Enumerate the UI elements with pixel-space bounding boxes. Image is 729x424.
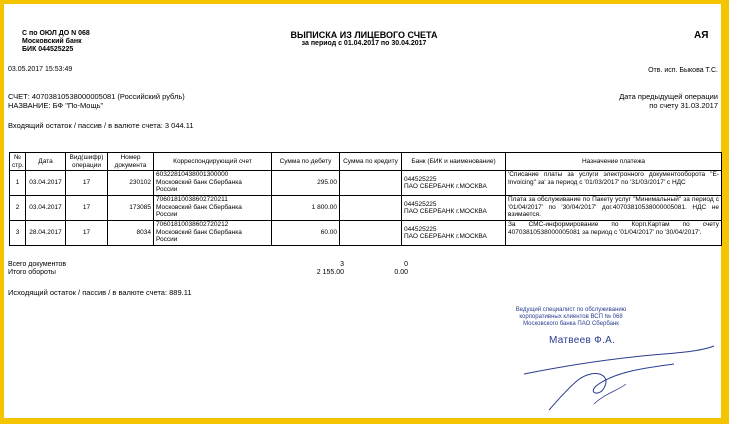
bank-name: ПАО СБЕРБАНК г.МОСКВА [404,233,487,240]
total-docs-credit: 0 [404,261,408,268]
stamp-line-3: Московского банка ПАО Сбербанк [523,321,619,327]
cell-credit [340,221,402,246]
branch-line-2: Московский банк [22,38,82,45]
corr-bank-name: Московский банк Сбербанка [156,228,242,236]
turnover-credit: 0.00 [394,269,408,276]
cell-type: 17 [66,221,108,246]
branch-line-1: С по ОЮЛ ДО N 068 [22,30,90,37]
col-header-corr-account: Корреспондирующий счет [154,153,272,171]
opening-balance: Входящий остаток / пассив / в валюте счета: 3 044.11 [8,121,194,130]
bank-bik: 044525225 [404,200,437,208]
col-header-type: Вид(шифр) операции [66,153,108,171]
cell-doc-num: 8034 [108,221,154,246]
cell-bank [402,196,506,221]
cell-debit: 1 800.00 [272,196,340,221]
cell-doc-num: 230102 [108,171,154,196]
account-number: СЧЕТ: 40703810538000005081 (Российский рубль) [8,92,185,101]
bank-name: ПАО СБЕРБАНК г.МОСКВА [404,208,487,215]
document-title: ВЫПИСКА ИЗ ЛИЦЕВОГО СЧЕТА [290,30,438,40]
closing-balance: Исходящий остаток / пассив / в валюте счета: 889.11 [8,288,192,297]
cell-debit: 295.00 [272,171,340,196]
bank-name: ПАО СБЕРБАНК г.МОСКВА [404,183,487,190]
print-datetime: 03.05.2017 15:53:49 [8,66,73,73]
stamp-line-2: корпоративных клиентов ВСП № 068 [519,314,623,320]
cell-corr-account [154,171,272,196]
statement-sheet [4,4,721,418]
cell-corr-account [154,221,272,246]
cell-date: 03.04.2017 [26,171,66,196]
corr-bank-name: Московский банк Сбербанка [156,203,242,211]
signature-stroke-tail [594,384,626,404]
cell-bank [402,221,506,246]
cell-num: 2 [10,196,26,221]
col-header-purpose: Назначение платежа [506,153,722,171]
col-header-num: № стр. [10,153,26,171]
cell-corr-account [154,196,272,221]
signatory-name: Матвеев Ф.А. [549,335,616,346]
cell-purpose: Плата за обслуживание по Пакету услуг "Минимальный" за период с '01/04/2017' по '30/04/2017' дог.40703810538000005081. НДС не взимается. [506,196,722,221]
corr-account-number: 70601810038602720212 [156,221,229,228]
prev-op-value: по счету 31.03.2017 [649,101,718,110]
responsible-person: Отв. исп. Быкова Т.С. [648,67,718,74]
document-period: за период с 01.04.2017 по 30.04.2017 [301,40,427,47]
corr-bank-country: России [156,236,178,243]
table-header-row [10,153,722,171]
col-header-bank: Банк (БИК и наименование) [402,153,506,171]
bik-line: БИК 044525225 [22,46,74,53]
table-row [10,221,722,246]
turnover-debit: 2 155.00 [316,269,344,276]
corner-mark: АЯ [694,30,709,41]
corr-account-number: 70601810038602720211 [156,196,228,203]
cell-bank [402,171,506,196]
corr-bank-country: России [156,186,178,193]
cell-num: 1 [10,171,26,196]
cell-date: 28.04.2017 [26,221,66,246]
account-name: НАЗВАНИЕ: БФ "По-Мощь" [8,101,104,110]
turnover-label: Итого обороты [8,269,56,276]
corr-bank-name: Московский банк Сбербанка [156,178,242,186]
corr-bank-country: России [156,211,178,218]
prev-op-label: Дата предыдущей операции [619,92,718,101]
cell-type: 17 [66,171,108,196]
col-header-debit: Сумма по дебету [272,153,340,171]
bank-bik: 044525225 [404,175,437,183]
table-row [10,171,722,196]
col-header-credit: Сумма по кредиту [340,153,402,171]
col-header-doc-num: Номер документа [108,153,154,171]
signature-stroke-top [524,346,714,374]
cell-credit [340,196,402,221]
cell-doc-num: 173085 [108,196,154,221]
cell-num: 3 [10,221,26,246]
cell-date: 03.04.2017 [26,196,66,221]
col-header-date: Дата [26,153,66,171]
cell-purpose: За СМС-информирование по Корп.Картам по счету 40703810538000005081 за период с '01/04/2017' по '30/04/2017'. [506,221,722,246]
bank-bik: 044525225 [404,225,437,233]
cell-debit: 60.00 [272,221,340,246]
operations-table [9,152,722,246]
cell-type: 17 [66,196,108,221]
total-docs-debit: 3 [340,261,344,268]
signature-stroke-main [549,364,674,410]
total-docs-label: Всего документов [8,261,67,268]
cell-credit [340,171,402,196]
stamp-line-1: Ведущий специалист по обслуживанию [515,307,627,313]
signature-mark [504,344,718,414]
cell-purpose: 'Списание платы за услуги электронного документооборота "E-Invoicing" за' за период с '01/03/2017' по '31/03/2017' с НДС [506,171,722,196]
corr-account-number: 60322810438001300000 [156,171,229,178]
signatory-stamp [496,307,646,328]
table-row [10,196,722,221]
